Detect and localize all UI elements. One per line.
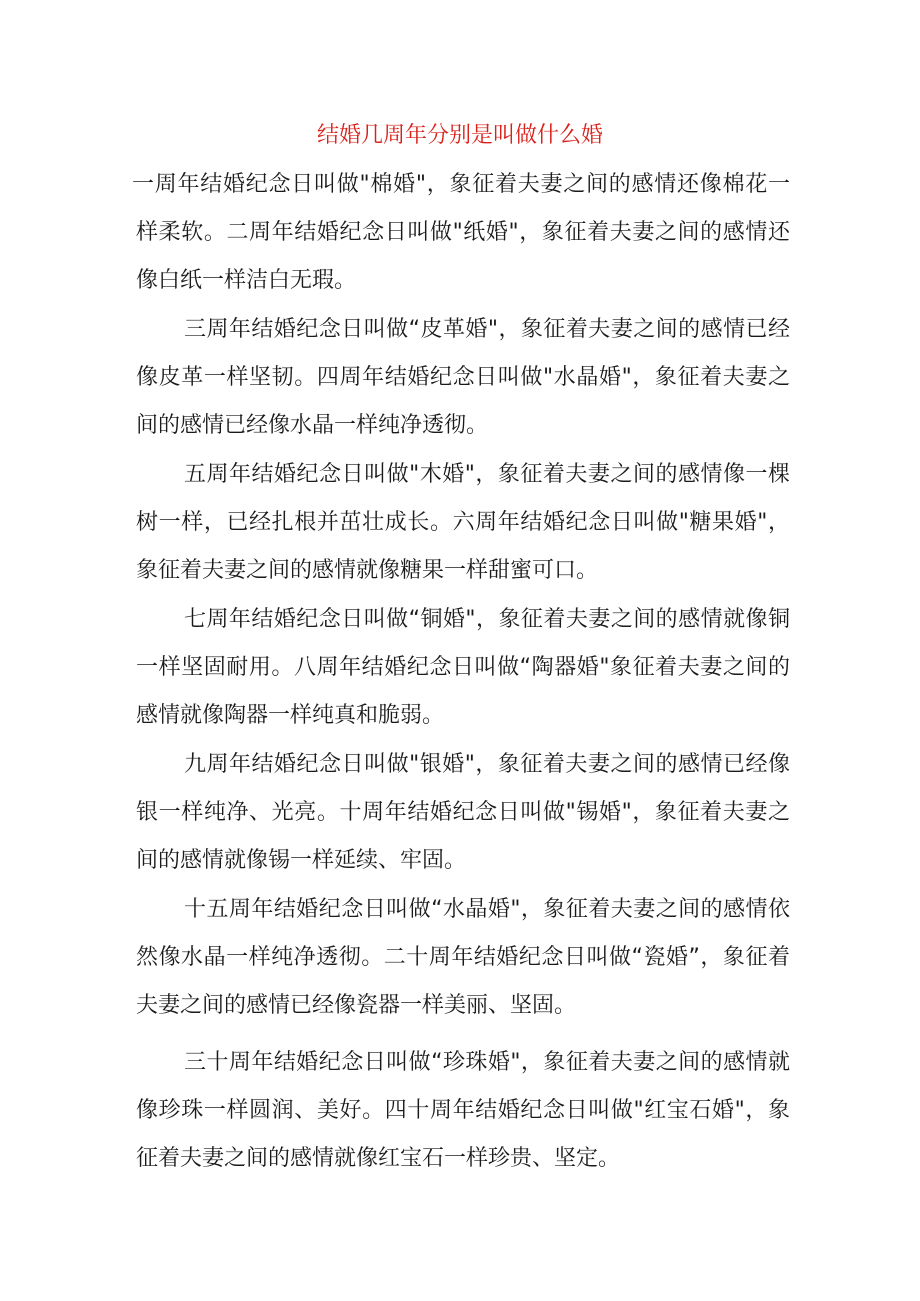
paragraph-4: 七周年结婚纪念日叫做“铜婚"，象征着夫妻之间的感情就像铜一样坚固耐用。八周年结婚纪念日叫做“陶器婚"象征着夫妻之间的感情就像陶器一样纯真和脆弱。 (136, 607, 790, 728)
paragraph-6: 十五周年结婚纪念日叫做“水晶婚"，象征着夫妻之间的感情依然像水晶一样纯净透彻。二十周年结婚纪念日叫做“瓷婚”，象征着夫妻之间的感情已经像瓷器一样美丽、坚固。 (136, 897, 790, 1018)
paragraph-1: 一周年结婚纪念日叫做"棉婚"，象征着夫妻之间的感情还像棉花一样柔软。二周年结婚纪念日叫做"纸婚"，象征着夫妻之间的感情还像白纸一样洁白无瑕。 (132, 172, 790, 293)
paragraph-2: 三周年结婚纪念日叫做“皮革婚"，象征着夫妻之间的感情已经像皮革一样坚韧。四周年结婚纪念日叫做"水晶婚"，象征着夫妻之间的感情已经像水晶一样纯净透彻。 (136, 317, 790, 438)
paragraph-3: 五周年结婚纪念日叫做"木婚"，象征着夫妻之间的感情像一棵树一样，已经扎根并茁壮成长。六周年结婚纪念日叫做"糖果婚"，象征着夫妻之间的感情就像糖果一样甜蜜可口。 (136, 462, 790, 583)
paragraph-7: 三十周年结婚纪念日叫做“珍珠婚"，象征着夫妻之间的感情就像珍珠一样圆润、美好。四十周年结婚纪念日叫做"红宝石婚"，象征着夫妻之间的感情就像红宝石一样珍贵、坚定。 (136, 1050, 790, 1171)
document-title: 结婚几周年分别是叫做什么婚 (316, 123, 603, 148)
paragraph-5: 九周年结婚纪念日叫做"银婚"，象征着夫妻之间的感情已经像银一样纯净、光亮。十周年结婚纪念日叫做"锡婚"，象征着夫妻之间的感情就像锡一样延续、牢固。 (136, 752, 790, 873)
